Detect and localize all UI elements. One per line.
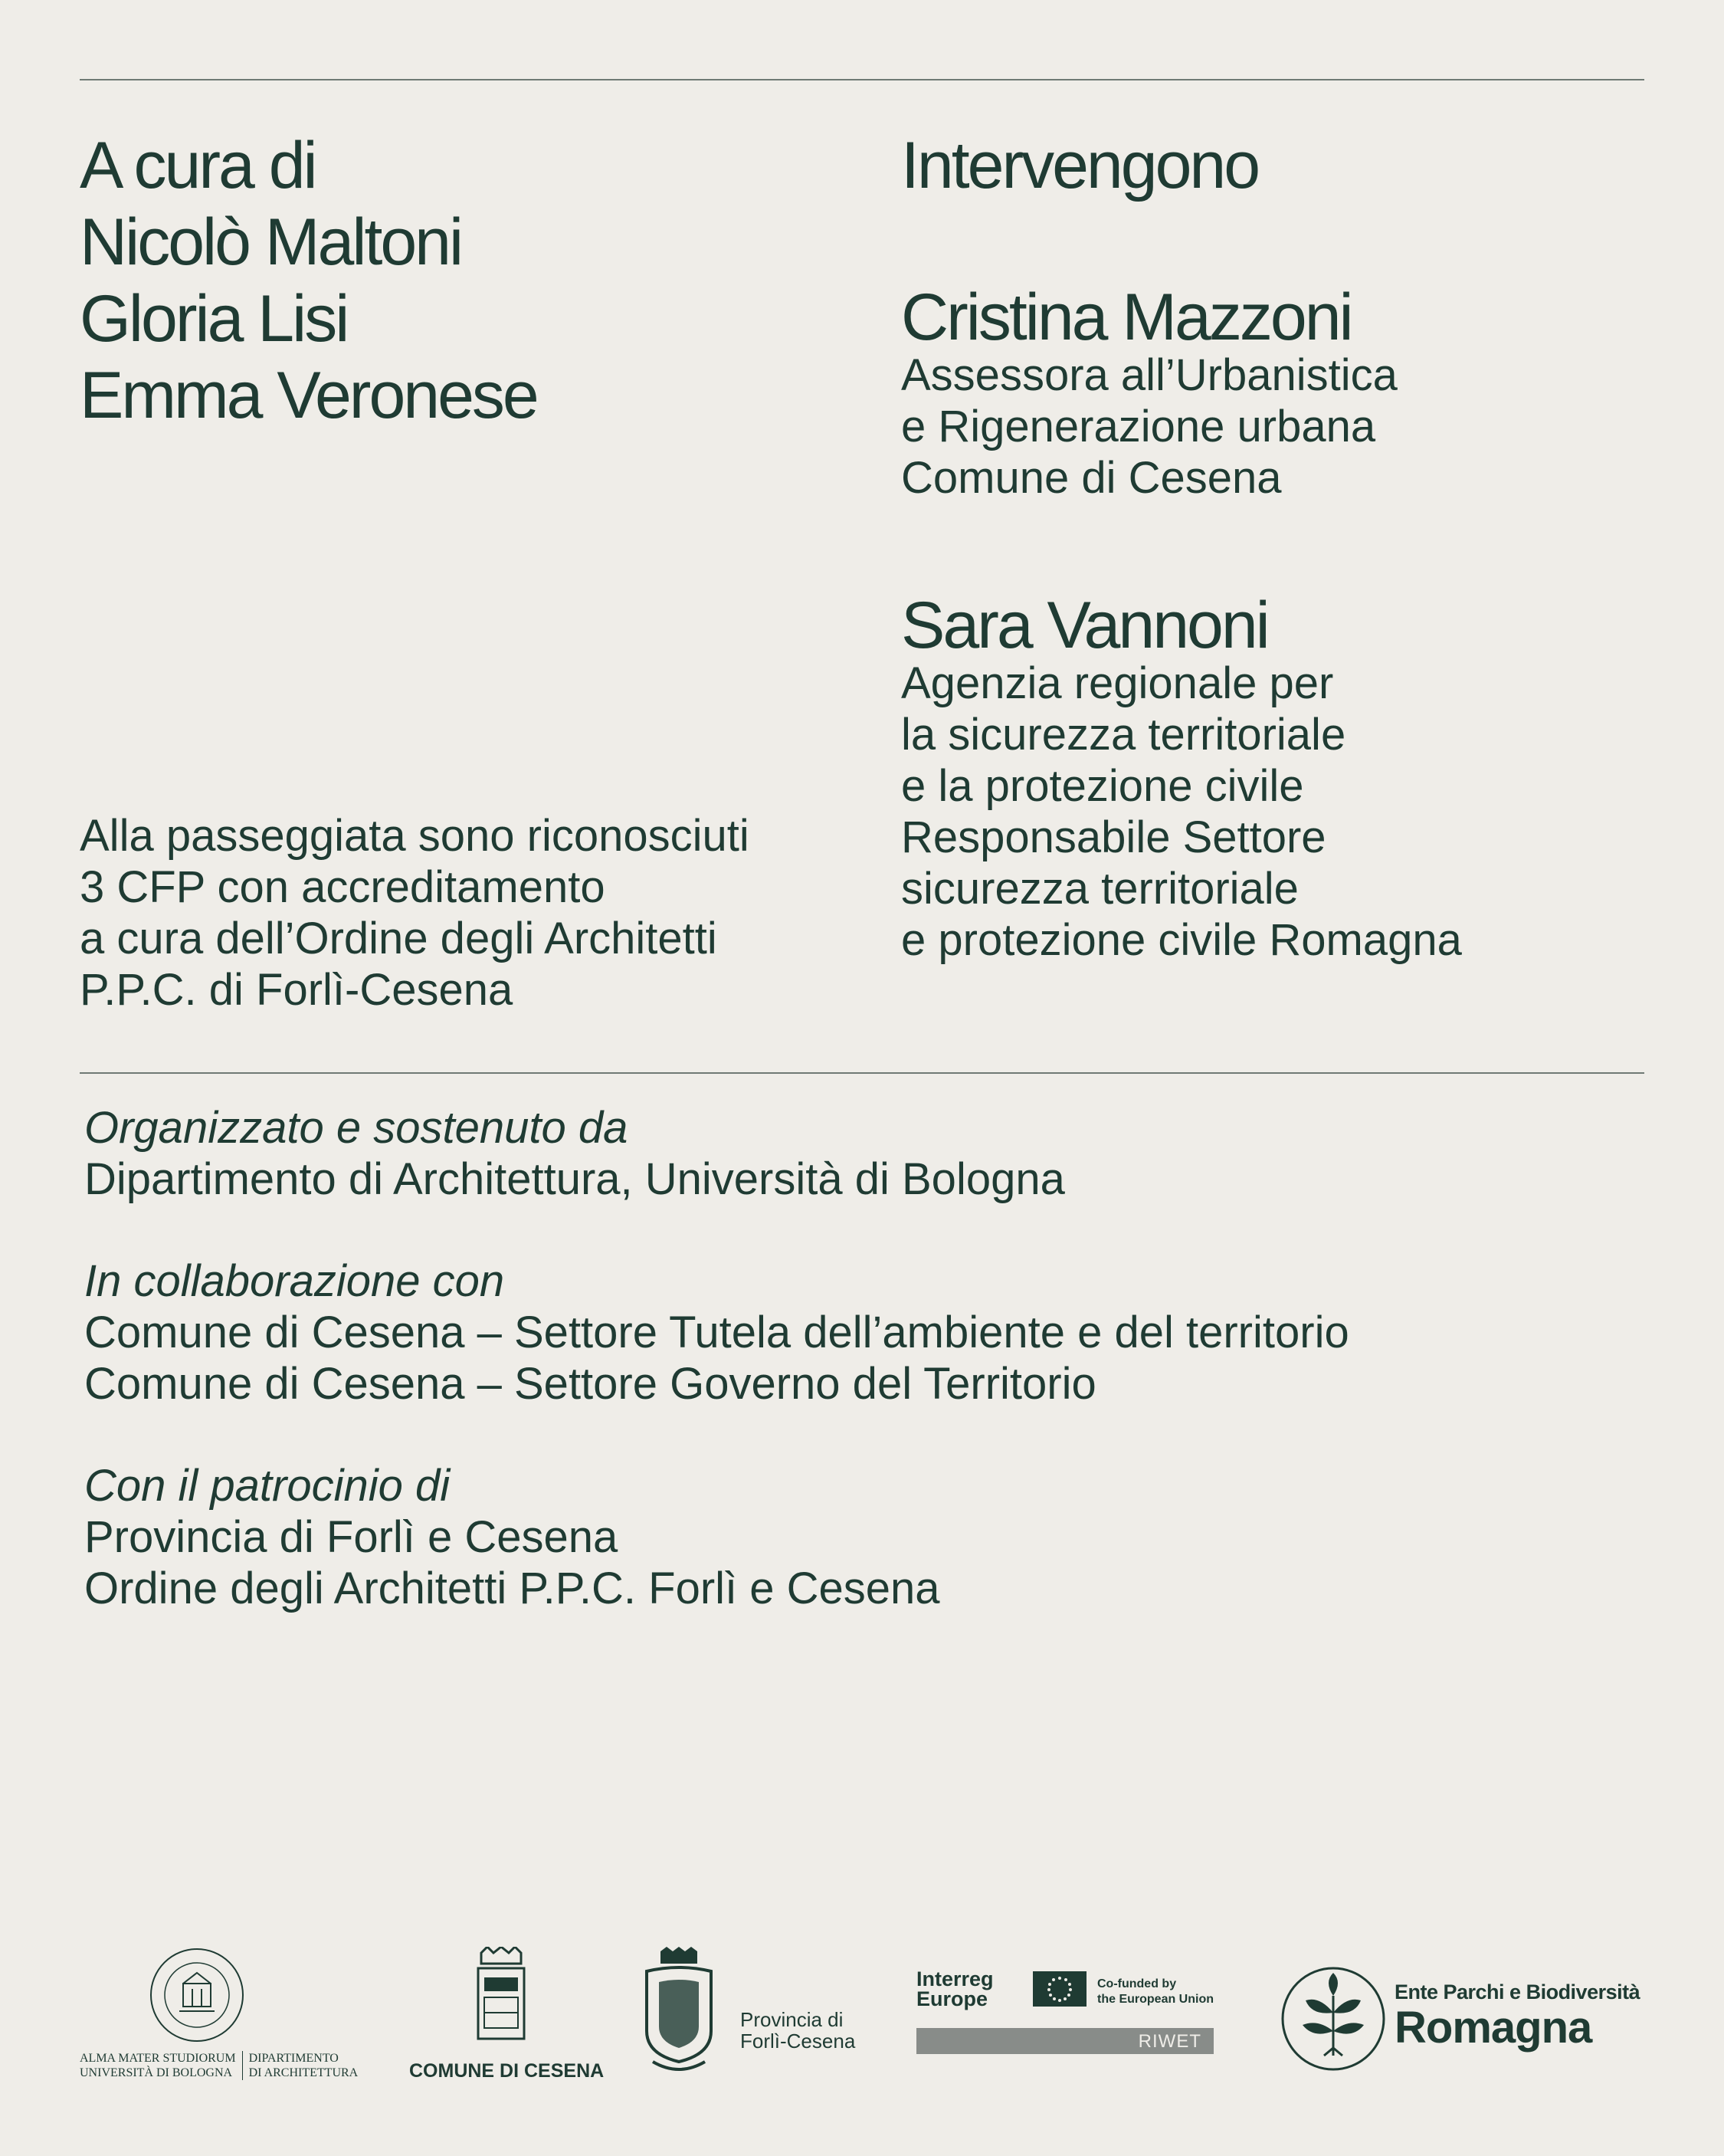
comune-cesena-logo [409, 1947, 605, 2085]
speaker-role-line: Assessora all’Urbanistica [901, 350, 1398, 400]
interreg-logo [916, 1968, 1217, 2063]
curators-heading: A cura di [80, 129, 316, 202]
speaker-role-line: e la protezione civile [901, 761, 1304, 811]
cfp-line: a cura dell’Ordine degli Architetti [80, 914, 717, 963]
credits-patronage [84, 1460, 940, 1614]
speaker-name: Sara Vannoni [901, 589, 1268, 662]
riwet-label: RIWET [1138, 2031, 1201, 2052]
credit-label: Con il patrocinio di [84, 1461, 451, 1511]
credit-label: Organizzato e sostenuto da [84, 1103, 628, 1153]
credit-line: Dipartimento di Architettura, Università di Bologna [84, 1154, 1065, 1204]
interreg-line2: Europe [916, 1987, 988, 2010]
provincia-logo [637, 1947, 867, 2085]
unibo-line2: UNIVERSITÀ DI BOLOGNA [80, 2066, 233, 2079]
speaker-role-line: la sicurezza territoriale [901, 710, 1346, 760]
riwet-bar [916, 2028, 1214, 2054]
cofunded-line1: Co-funded by [1097, 1977, 1177, 1990]
middle-divider [80, 1072, 1644, 1074]
credit-line: Comune di Cesena – Settore Governo del Territorio [84, 1359, 1096, 1409]
cesena-coat-of-arms-icon [470, 1947, 532, 2046]
cfp-line: P.P.C. di Forlì-Cesena [80, 965, 513, 1015]
dipartimento-line2: DI ARCHITETTURA [248, 2066, 359, 2079]
provincia-coat-of-arms-icon [637, 1947, 720, 2077]
speaker-role-line: e Rigenerazione urbana [901, 402, 1376, 451]
speaker-role-line: Agenzia regionale per [901, 658, 1334, 708]
speakers-heading: Intervengono [901, 129, 1259, 202]
cfp-line: Alla passeggiata sono riconosciuti [80, 811, 749, 861]
curators-block [80, 127, 537, 434]
unibo-line1: ALMA MATER STUDIORUM [80, 2052, 236, 2065]
parchi-logo [1280, 1965, 1663, 2080]
speaker-name: Cristina Mazzoni [901, 281, 1352, 354]
cfp-note [80, 810, 749, 1016]
credit-line: Ordine degli Architetti P.P.C. Forlì e Cesena [84, 1564, 940, 1613]
credit-line: Comune di Cesena – Settore Tutela dell’ambiente e del territorio [84, 1308, 1349, 1357]
credit-line: Provincia di Forlì e Cesena [84, 1512, 618, 1562]
curator-name: Gloria Lisi [80, 282, 348, 356]
speaker-role-line: sicurezza territoriale [901, 864, 1299, 914]
speaker-role-line: e protezione civile Romagna [901, 915, 1462, 965]
plant-icon [1280, 1965, 1387, 2072]
credit-label: In collaborazione con [84, 1256, 505, 1306]
provincia-line1: Provincia di [740, 2008, 844, 2031]
parchi-line1: Ente Parchi e Biodiversità [1395, 1980, 1640, 2003]
credits-organized [84, 1102, 1065, 1205]
speaker-role-line: Comune di Cesena [901, 453, 1282, 503]
curator-name: Nicolò Maltoni [80, 205, 462, 279]
cesena-label: COMUNE DI CESENA [409, 2060, 605, 2082]
interreg-line1: Interreg [916, 1967, 994, 1990]
curator-name: Emma Veronese [80, 359, 537, 432]
parchi-line2: Romagna [1395, 2003, 1592, 2053]
unibo-logo [80, 1947, 371, 2079]
eu-flag-icon [1033, 1971, 1087, 2007]
cofunded-line2: the European Union [1097, 1993, 1214, 2006]
speaker-1 [901, 279, 1398, 504]
provincia-line2: Forlì-Cesena [740, 2030, 856, 2053]
credits-collaboration [84, 1255, 1349, 1409]
unibo-seal-icon [149, 1947, 245, 2043]
speaker-role-line: Responsabile Settore [901, 812, 1326, 862]
speaker-2 [901, 587, 1462, 966]
dipartimento-line1: DIPARTIMENTO [248, 2052, 339, 2065]
speakers-block [901, 127, 1258, 204]
logos-row [0, 1931, 1724, 2085]
cfp-line: 3 CFP con accreditamento [80, 862, 605, 912]
top-divider [80, 79, 1644, 80]
